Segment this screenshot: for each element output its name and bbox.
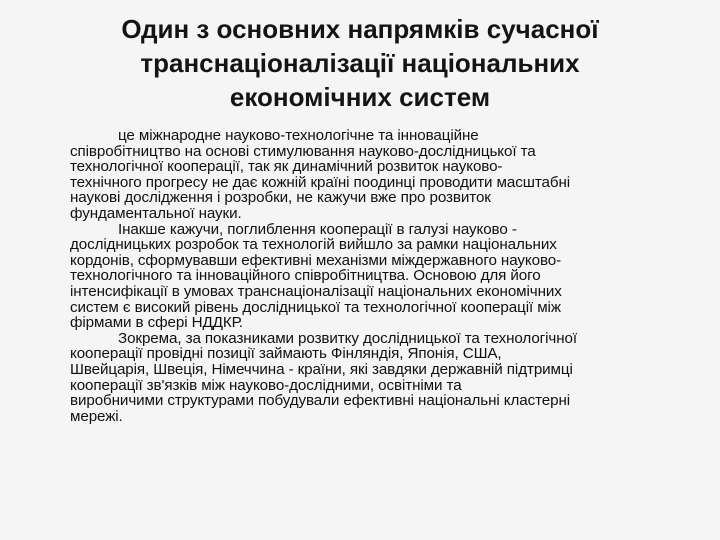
text-line: технологічної кооперації, так як динамічний розвиток науково- [70,158,503,176]
text-line: кордонів, сформувавши ефективні механізми міждержавного науково- [70,251,562,269]
text-line: Швейцарія, Швеція, Німеччина - країни, які завдяки державній підтримці [70,360,573,378]
text-line: наукові дослідження і розробки, не кажучи вже про розвиток [70,189,491,207]
title-line: транснаціоналізації національних [140,48,580,78]
text-line: технічного прогресу не дає кожній країні поодинці проводити масштабні [70,173,571,191]
text-line: кооперації зв'язків між науково-дослідними, освітніми та [70,376,462,394]
text-line: Зокрема, за показниками розвитку дослідницької та технологічної [118,329,577,347]
slide-title [60,12,660,114]
paragraph-1 [70,128,680,222]
title-line: економічних систем [229,82,491,112]
text-line: це міжнародне науково-технологічне та інноваційне [118,127,479,144]
text-line: мережі. [70,407,123,425]
slide-body [70,128,680,424]
text-line: фірмами в сфері НДДКР. [70,314,243,332]
text-line: фундаментальної науки. [70,204,242,222]
text-line: виробничими структурами побудували ефективні національні кластерні [70,392,571,410]
text-line: інтенсифікації в умовах транснаціоналізації національних економічних [70,282,562,300]
text-line: співробітництво на основі стимулювання науково-дослідницької та [70,142,536,160]
text-line: дослідницьких розробок та технологій вийшло за рамки національних [70,236,557,254]
text-line: систем є високий рівень дослідницької та технологічної кооперації між [70,298,561,316]
text-line: кооперації провідні позиції займають Фінляндія, Японія, США, [70,345,502,363]
paragraph-2 [70,222,680,331]
text-line: Інакше кажучи, поглиблення кооперації в галузі науково - [118,220,517,238]
title-line: Один з основних напрямків сучасної [121,14,599,44]
paragraph-3 [70,331,680,425]
text-line: технологічного та інноваційного співробітництва. Основою для його [70,267,541,285]
